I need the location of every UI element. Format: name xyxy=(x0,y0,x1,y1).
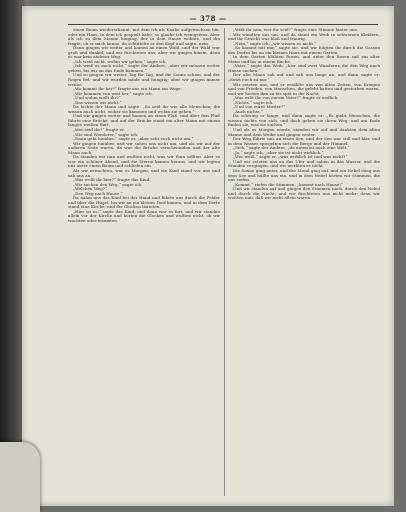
paragraph: „Hier ist es,“ sagte das Kind, und dann war es fort, und wir standen allein vor der Kirche und hörten die Glocken und wußten nicht, ob wir wachten oder träumten. xyxy=(68,208,220,223)
paragraph: Da nahm uns das Kind bei der Hand und führte uns durch die Felder und über die Hügel, bis wir an ein kleines Dorf kamen, und in dem Dorfe stand eine Kirche, und die Glocken läuteten. xyxy=(68,195,220,210)
paragraph: Die Sonne ging unter, und der Mond ging auf, und ein Nebel stieg aus dem See und hüllte uns ein, und in dem Nebel hörten wir Stimmen, die uns riefen. xyxy=(228,167,380,183)
paragraph: Da lachte der Mann und sagte: „So seid ihr wie alle Menschen; die wissen auch nicht, woher sie kommen und wohin sie gehen.“ xyxy=(68,104,220,114)
paragraph: Wir setzten uns, und er erzählte uns von alten Zeiten, von Kriegen und von Frieden, von Menschen, die gelebt hatten und gestorben waren, und wir hörten ihm zu bis spät in die Nacht. xyxy=(228,81,380,96)
paragraph: „Wo kommt ihr her?“ fragte uns ein Mann am Wege. xyxy=(73,86,182,92)
page-clip xyxy=(0,442,40,512)
paragraph: Der alte Mann sah auf und sah uns lange an, und dann sagte er: „Setzt euch zu mir.“ xyxy=(228,72,380,83)
paragraph: Wir gingen hinüber, und wir sahen uns nicht um, und als wir auf der anderen Seite waren, da war die Brücke verschwunden und der alte Mann auch. xyxy=(68,140,220,155)
paragraph: Dann gingen wir weiter und kamen an einen Wald, und der Wald war groß und dunkel, und wir fürchteten uns; aber wir gingen hinein, denn es war kein anderer Weg. xyxy=(68,45,220,60)
left-column xyxy=(68,28,220,498)
paragraph: „Wir kommen von weit her,“ sagte ich. xyxy=(73,90,153,96)
paragraph: „Ich weiß es auch nicht,“ sagte der Andere, „aber wir müssen weiter gehen, bis wir an das Ende kommen.“ xyxy=(68,63,220,73)
paragraph: Und wir gingen weiter und kamen an einen Fluß, und über den Fluß führte eine Brücke, und auf der Brücke stand ein alter Mann mit einem langen weißen Bart. xyxy=(68,113,220,128)
paragraph: In dem Garten blühten Rosen, und unter den Rosen saß ein alter Mann und las in einem Buche. xyxy=(228,54,380,64)
paragraph: Und wir setzten uns an das Ufer und sahen in das Wasser, und die Stunden vergingen, und wir merkten es nicht. xyxy=(228,158,380,169)
paragraph: „Nein,“ sagte ich, „wir wissen es nicht.“ xyxy=(233,40,317,46)
paragraph: „Dann geht hinüber,“ sagte er, „aber seht euch nicht um.“ xyxy=(73,136,194,142)
paragraph: „Was wollt ihr hier?“ fragte das Kind. xyxy=(73,177,151,183)
paragraph: „Und wohin wollt ihr?“ xyxy=(73,95,121,101)
paragraph: „Was wißt ihr von eurem Vater?“ fragte er endlich. xyxy=(233,95,339,101)
paragraph: „Nichts,“ sagte ich. xyxy=(233,99,274,105)
paragraph: „Wißt ihr nun, wer ihr seid?“ fragte eine Stimme hinter uns. xyxy=(233,28,359,32)
paragraph: „Und von eurer Mutter?“ xyxy=(233,104,286,110)
paragraph: Der Weg führte uns an einen See, und der See war still und klar, und in dem Wasser spiegelten sich die Berge und der Himmel. xyxy=(228,136,380,146)
paragraph: „Wer seid ihr?“ fragte er. xyxy=(73,127,125,133)
paragraph: Da standen wir nun und wußten nicht, was wir thun sollten. Aber es war ein schöner Abend, und die Sterne kamen heraus, und wir legten uns unter einen Baum und schliefen ein. xyxy=(68,154,220,169)
book-page xyxy=(22,6,394,506)
paragraph: „Ja,“ sagte ich, „aber sie ist nicht wirklich.“ xyxy=(233,149,324,155)
paragraph: „Wir sind Wanderer,“ sagte ich. xyxy=(73,131,139,137)
paragraph: „Auch nichts.“ xyxy=(233,108,263,114)
paragraph: „Wer weiß,“ sagte er, „was wirklich ist und was nicht?“ xyxy=(233,154,348,160)
paragraph: „So kommt mit mir,“ sagte sie, und wir folgten ihr durch die Gassen des Dorfes bis an ein kleines Haus mit einem Garten. xyxy=(228,45,380,55)
column-divider xyxy=(224,28,225,496)
paragraph: Und wir standen auf und gingen den Stimmen nach, durch den Nebel und durch die Nacht, und wir fürchteten uns nicht mehr; denn wir wußten nun, daß wir nicht allein waren. xyxy=(228,186,380,201)
paragraph: Da schwieg er lange, und dann sagte er: „Es giebt Menschen, die wissen nichts von sich, und doch gehen sie ihren Weg; und am Ende finden sie, was sie suchen.“ xyxy=(228,113,380,128)
paragraph: „Den Weg nach Hause.“ xyxy=(73,190,123,196)
paragraph: Als wir erwachten, war es Morgen, und ein Kind stand vor uns und sah uns an. xyxy=(68,167,220,178)
paragraph: „Kommt,“ riefen die Stimmen, „kommt nach Hause!“ xyxy=(233,181,344,187)
paragraph: „Das wissen wir nicht.“ xyxy=(73,99,122,105)
right-column xyxy=(228,28,380,498)
paragraph: „Sieh,“ sagte der Andere, „da unten ist auch eine Welt.“ xyxy=(233,145,350,151)
paragraph: „Ich weiß nicht, wohin wir gehen,“ sagte ich. xyxy=(73,58,167,64)
paragraph: einen Baum wiedererkannt, mit dem ich als Knabe aufgewachsen bin, oder ein Haus, in dem ich gespielt habe; so glaube ich wenigstens. Aber als ich zu dem Manne hinging, der in dem Hause wohnte, und ihn fragte, ob er mich kenne, da schüttelte er den Kopf und sagte: nein. xyxy=(68,28,220,46)
header-rule xyxy=(68,24,378,25)
page-number: — 378 — xyxy=(189,14,227,23)
paragraph: „Welchen Weg?“ xyxy=(73,186,108,192)
paragraph: Und so gingen wir weiter, Tag für Tag, und die Sonne schien, und der Regen fiel, und wir wurden müde und hungrig; aber wir gingen immer weiter. xyxy=(68,72,220,87)
paragraph: Wir wandten uns um, und da stand ein Weib in schwarzen Kleidern, und ihr Gesicht war blaß und traurig. xyxy=(228,31,380,42)
paragraph: „Vater,“ sagte das Weib, „hier sind zwei Wanderer, die den Weg nach Hause suchen.“ xyxy=(228,63,380,73)
paragraph: „Wir suchen den Weg,“ sagte ich. xyxy=(73,181,143,187)
paragraph: Und als es Morgen wurde, standen wir auf und dankten dem alten Manne und dem Weibe und gingen weiter. xyxy=(228,127,380,137)
